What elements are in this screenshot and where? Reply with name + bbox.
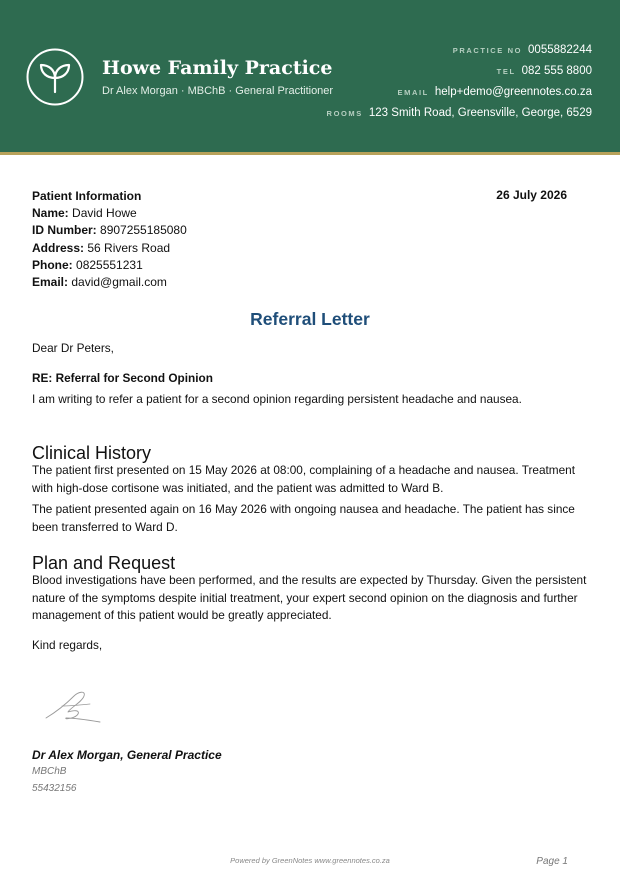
- field-label: Phone:: [32, 257, 73, 272]
- contact-value: 082 555 8800: [521, 65, 592, 77]
- closing: Kind regards,: [32, 638, 103, 652]
- clinical-history-heading: Clinical History: [32, 443, 152, 463]
- patient-info-heading: Patient Information: [32, 189, 142, 203]
- signatory-name: Dr Alex Morgan, General Practice: [32, 748, 222, 762]
- signatory-qualification: MBChB: [32, 766, 67, 777]
- patient-information: [32, 188, 187, 291]
- contact-practice-no: [453, 40, 592, 58]
- field-label: Name:: [32, 206, 69, 221]
- field-value: 56 Rivers Road: [87, 240, 171, 255]
- signatory-number: 55432156: [32, 783, 77, 794]
- sprout-logo-icon: [26, 48, 84, 106]
- intro-paragraph: I am writing to refer a patient for a second opinion regarding persistent headache and nausea.: [32, 392, 522, 406]
- contact-label: TEL: [496, 67, 516, 76]
- field-value: 0825551231: [76, 257, 143, 272]
- field-value: 8907255185080: [100, 223, 187, 238]
- re-line: RE: Referral for Second Opinion: [32, 371, 213, 385]
- patient-id-row: [32, 222, 187, 239]
- contact-rooms: [327, 103, 592, 121]
- handwritten-signature: [40, 688, 104, 728]
- field-label: Email:: [32, 275, 69, 290]
- field-label: Address:: [32, 240, 85, 255]
- page-number: Page 1: [536, 856, 568, 867]
- field-value: david@gmail.com: [71, 275, 167, 290]
- contact-label: ROOMS: [326, 109, 363, 118]
- letter-title: Referral Letter: [250, 309, 370, 329]
- field-value: David Howe: [72, 206, 137, 221]
- contact-value: 0055882244: [528, 44, 592, 56]
- letterhead: [0, 0, 620, 155]
- contact-value: 123 Smith Road, Greensville, George, 6529: [368, 107, 592, 119]
- contact-email: [398, 82, 592, 100]
- contact-label: PRACTICE NO: [452, 46, 523, 55]
- contact-tel: [497, 61, 592, 79]
- patient-email-row: [32, 274, 187, 291]
- letter-date: 26 July 2026: [496, 188, 567, 202]
- practice-subtitle: Dr Alex Morgan · MBChB · General Practitioner: [102, 85, 334, 97]
- powered-by-footer: Powered by GreenNotes www.greennotes.co.za: [230, 856, 390, 865]
- contact-value: help+demo@greennotes.co.za: [434, 86, 592, 98]
- history-paragraph-2: The patient presented again on 16 May 2026 with ongoing nausea and headache. The patient has since been transferred to Ward D.: [32, 502, 575, 534]
- practice-name: Howe Family Practice: [102, 57, 333, 79]
- plan-paragraph: Blood investigations have been performed, and the results are expected by Thursday. Given the persistent nature of the symptoms despite initial treatment, your expert second opinion on the diagnosis and further management of this patient would be greatly appreciated.: [32, 573, 587, 622]
- salutation: Dear Dr Peters,: [32, 341, 114, 355]
- patient-phone-row: [32, 257, 187, 274]
- patient-name-row: [32, 205, 187, 222]
- field-label: ID Number:: [32, 223, 97, 238]
- plan-heading: Plan and Request: [32, 553, 176, 573]
- history-paragraph-1: The patient first presented on 15 May 2026 at 08:00, complaining of a headache and nausea. Treatment with high-dose cortisone was initiated, and the patient was admitted to Ward B.: [32, 463, 576, 495]
- patient-address-row: [32, 240, 187, 257]
- contact-label: EMAIL: [397, 88, 429, 97]
